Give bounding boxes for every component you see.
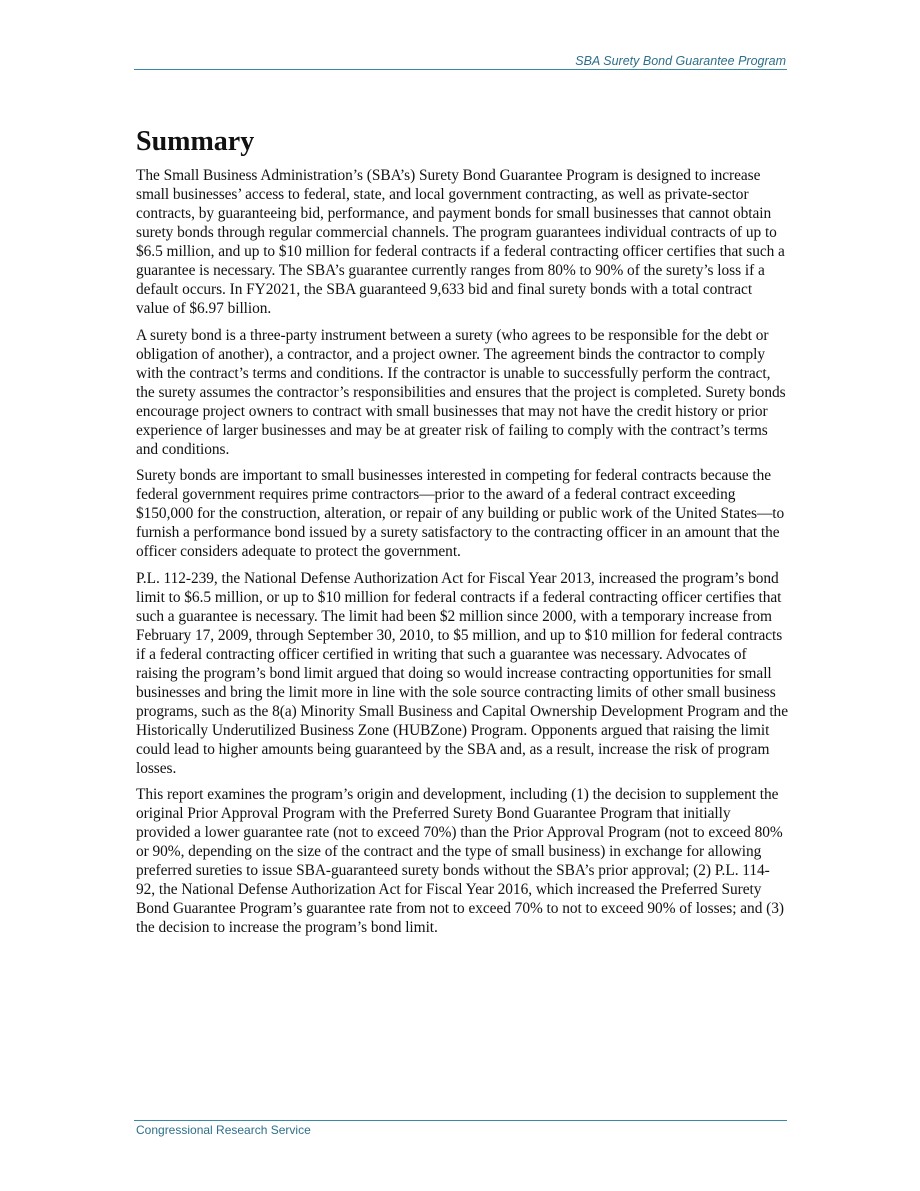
header-divider <box>134 69 787 70</box>
summary-paragraph-2: A surety bond is a three-party instrument between a surety (who agrees to be responsible for the debt or obligation of another), a contractor, and a project owner. The agreement binds the contractor to comply with the contract’s terms and conditions. If the contractor is unable to successfully perform the contract, the surety assumes the contractor’s responsibilities and ensures that the project is completed. Surety bonds encourage project owners to contract with small businesses that may not have the credit history or prior experience of larger businesses and may be at greater risk of failing to comply with the contract’s terms and conditions. <box>136 326 786 458</box>
summary-paragraph-3: Surety bonds are important to small businesses interested in competing for federal contracts because the federal government requires prime contractors—prior to the award of a federal contract exceeding $150,000 for the construction, alteration, or repair of any building or public work of the United States—to furnish a performance bond issued by a surety satisfactory to the contracting officer in an amount that the officer considers adequate to protect the government. <box>136 467 785 560</box>
footer-publisher: Congressional Research Service <box>136 1123 311 1137</box>
summary-paragraph-4: P.L. 112-239, the National Defense Authorization Act for Fiscal Year 2013, increased the program’s bond limit to $6.5 million, or up to $10 million for federal contracts if a federal contracting officer certifies that such a guarantee is necessary. The limit had been $2 million since 2000, with a temporary increase from February 17, 2009, through September 30, 2010, to $5 million, and up to $10 million for federal contracts if a federal contracting officer certified in writing that such a guarantee was necessary. Advocates of raising the program’s bond limit argued that doing so would increase contracting opportunities for small businesses and bring the limit more in line with the sole source contracting limits of other small business programs, such as the 8(a) Minority Small Business and Capital Ownership Development Program and the Historically Underutilized Business Zone (HUBZone) Program. Opponents argued that raising the limit could lead to higher amounts being guaranteed by the SBA and, as a result, increase the risk of program losses. <box>136 569 788 777</box>
summary-paragraph-1: The Small Business Administration’s (SBA’s) Surety Bond Guarantee Program is designed to increase small businesses’ access to federal, state, and local government contracting, as well as private-sector contracts, by guaranteeing bid, performance, and payment bonds for small businesses that cannot obtain surety bonds through regular commercial channels. The program guarantees individual contracts of up to $6.5 million, and up to $10 million for federal contracts if a federal contracting officer certifies that such a guarantee is necessary. The SBA’s guarantee currently ranges from 80% to 90% of the surety’s loss if a default occurs. In FY2021, the SBA guaranteed 9,633 bid and final surety bonds with a total contract value of $6.97 billion. <box>136 167 785 317</box>
page-title: Summary <box>136 126 255 157</box>
running-header-title: SBA Surety Bond Guarantee Program <box>575 54 786 68</box>
summary-section <box>136 124 788 945</box>
footer-divider <box>134 1120 787 1121</box>
summary-paragraph-5: This report examines the program’s origin and development, including (1) the decision to supplement the original Prior Approval Program with the Preferred Surety Bond Guarantee Program that initially provided a lower guarantee rate (not to exceed 70%) than the Prior Approval Program (not to exceed 80% or 90%, depending on the size of the contract and the type of small business) in exchange for allowing preferred sureties to issue SBA-guaranteed surety bonds without the SBA’s prior approval; (2) P.L. 114-92, the National Defense Authorization Act for Fiscal Year 2016, which increased the Preferred Surety Bond Guarantee Program’s guarantee rate from not to exceed 70% to not to exceed 90% of losses; and (3) the decision to increase the program’s bond limit. <box>136 786 784 936</box>
